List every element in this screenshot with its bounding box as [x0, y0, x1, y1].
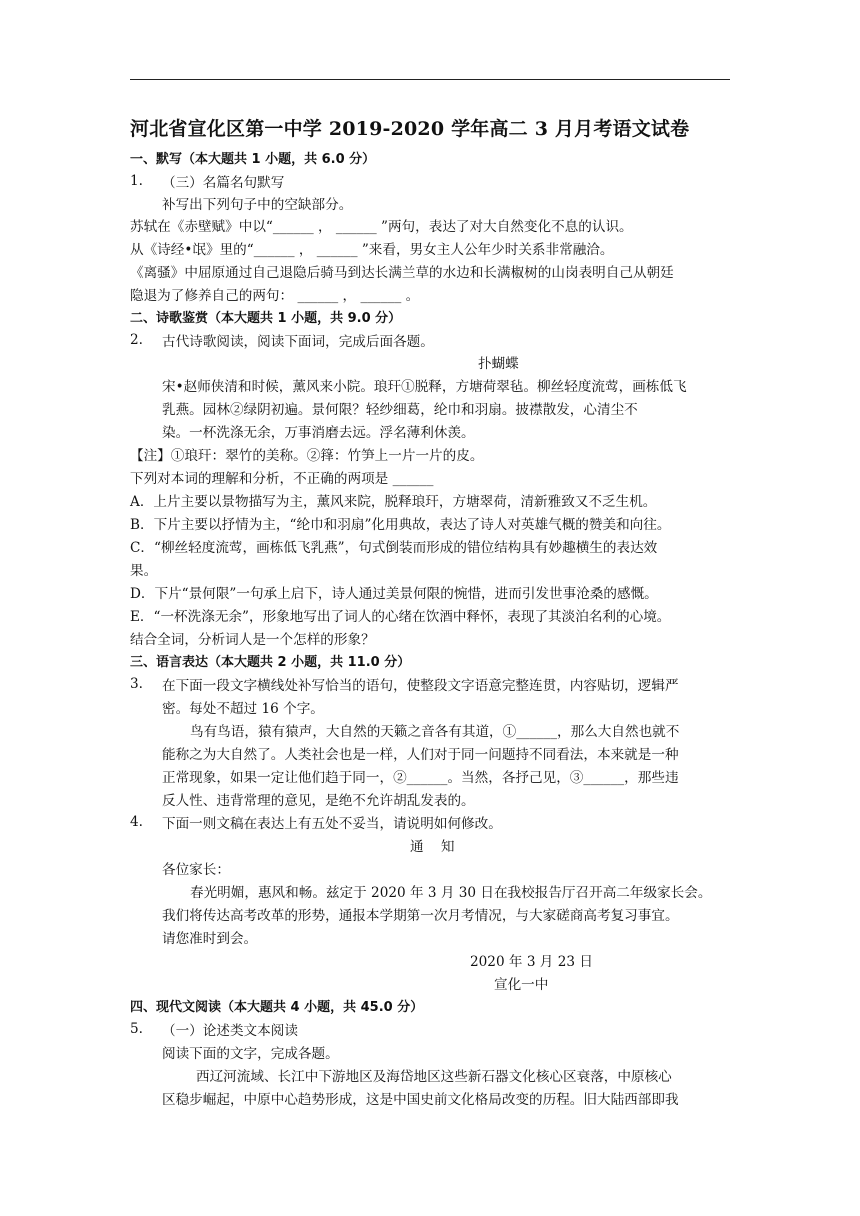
notice-greeting: 各位家长：	[162, 862, 230, 878]
question-number-3: 3.	[130, 676, 143, 692]
question-number-2: 2.	[130, 332, 143, 348]
option-e: E．“一杯洗涤无余”，形象地写出了词人的心绪在饮酒中释怀，表现了其淡泊名利的心境。	[130, 609, 671, 625]
option-d: D．下片“景何限”一句承上启下，诗人通过美景何限的惋惜，进而引发世事沧桑的感慨。	[130, 586, 658, 602]
question-number-1: 1.	[130, 173, 143, 189]
question-3-passage: 鸟有鸟语，猿有猿声，大自然的天籁之音各有其道，①______，那么大自然也就不	[190, 724, 680, 740]
poem-line: 乳燕。园林②绿阴初遍。景何限？轻纱细葛，纶巾和羽扇。披襟散发，心清尘不	[162, 402, 638, 418]
question-1-line: 从《诗经•氓》里的“______ ， ______ ”来看，男女主人公年少时关系非常融洽。	[130, 242, 614, 258]
question-2-heading: 古代诗歌阅读，阅读下面词，完成后面各题。	[162, 334, 434, 350]
question-2-ask: 下列对本词的理解和分析，不正确的两项是 ______	[130, 471, 434, 487]
question-3-line: 密。每处不超过 16 个字。	[162, 701, 324, 717]
question-number-4: 4.	[130, 814, 143, 830]
question-1-line: 隐退为了修养自己的两句： ______ ， ______ 。	[130, 288, 420, 304]
question-3-passage: 正常现象，如果一定让他们趋于同一，②______。当然，各抒己见，③______，那些违	[162, 770, 679, 786]
notice-body: 春光明媚，惠风和畅。兹定于 2020 年 3 月 30 日在我校报告厅召开高二年级家长会。	[190, 885, 712, 901]
question-4-heading: 下面一则文稿在表达上有五处不妥当，请说明如何修改。	[162, 816, 502, 832]
section-heading-3: 三、语言表达（本大题共 2 小题，共 11.0 分）	[130, 655, 411, 670]
question-5-passage: 西辽河流域、长江中下游地区及海岱地区这些新石器文化核心区衰落，中原核心	[196, 1069, 672, 1085]
notice-body: 我们将传达高考改革的形势，通报本学期第一次月考情况，与大家磋商高考复习事宜。	[162, 908, 679, 924]
top-rule	[130, 79, 730, 80]
poem-line: 染。一杯洗涤无余，万事消磨去远。浮名薄利休羡。	[162, 425, 475, 441]
option-c: C．“柳丝轻度流莺，画栋低飞乳燕”，句式倒装而形成的错位结构具有妙趣横生的表达效	[130, 540, 658, 556]
notice-body: 请您准时到会。	[162, 931, 258, 947]
question-3-passage: 反人性、违背常理的意见，是绝不允许胡乱发表的。	[162, 793, 475, 809]
poem-title: 扑蝴蝶	[478, 356, 519, 372]
option-b: B．下片主要以抒情为主，“纶巾和羽扇”化用典故，表达了诗人对英雄气概的赞美和向往。	[130, 517, 671, 533]
question-5-heading: （一）论述类文本阅读	[162, 1023, 298, 1039]
question-1-instruction: 补写出下列句子中的空缺部分。	[162, 197, 353, 213]
question-5-passage: 区稳步崛起，中原中心趋势形成，这是中国史前文化格局改变的历程。旧大陆西部即我	[162, 1092, 679, 1108]
notice-signature: 宣化一中	[494, 977, 549, 993]
question-1-line: 苏轼在《赤壁赋》中以“______ ， ______ ”两句，表达了对大自然变化不息的认识。	[130, 219, 633, 235]
question-3-passage: 能称之为大自然了。人类社会也是一样，人们对于同一问题持不同看法，本来就是一种	[162, 747, 679, 763]
notice-title: 通 知	[410, 839, 455, 855]
poem-note: 【注】①琅玕：翠竹的美称。②箨：竹笋上一片一片的皮。	[130, 448, 484, 464]
option-c-cont: 果。	[130, 563, 158, 579]
section-heading-1: 一、默写（本大题共 1 小题，共 6.0 分）	[130, 152, 376, 167]
section-heading-4: 四、现代文阅读（本大题共 4 小题，共 45.0 分）	[130, 1000, 424, 1015]
question-2-sub: 结合全词，分析词人是一个怎样的形象？	[130, 632, 375, 648]
question-5-instruction: 阅读下面的文字，完成各题。	[162, 1046, 339, 1062]
section-heading-2: 二、诗歌鉴赏（本大题共 1 小题，共 9.0 分）	[130, 311, 402, 326]
option-a: A．上片主要以景物描写为主，薰风来院，脱释琅玕，方塘翠荷，清新雅致又不乏生机。	[130, 494, 657, 510]
poem-line: 宋•赵师侠清和时候，薰风来小院。琅玕①脱释，方塘荷翠毡。柳丝轻度流莺，画栋低飞	[162, 379, 687, 395]
question-number-5: 5.	[130, 1021, 143, 1037]
question-3-line: 在下面一段文字横线处补写恰当的语句，使整段文字语意完整连贯，内容贴切，逻辑严	[162, 678, 679, 694]
page-title: 河北省宣化区第一中学 2019-2020 学年高二 3 月月考语文试卷	[130, 118, 690, 140]
question-1-heading: （三）名篇名句默写	[162, 175, 285, 191]
question-1-line: 《离骚》中屈原通过自己退隐后骑马到达长满兰草的水边和长满椒树的山岗表明自己从朝廷	[130, 265, 674, 281]
notice-date: 2020 年 3 月 23 日	[470, 954, 593, 970]
